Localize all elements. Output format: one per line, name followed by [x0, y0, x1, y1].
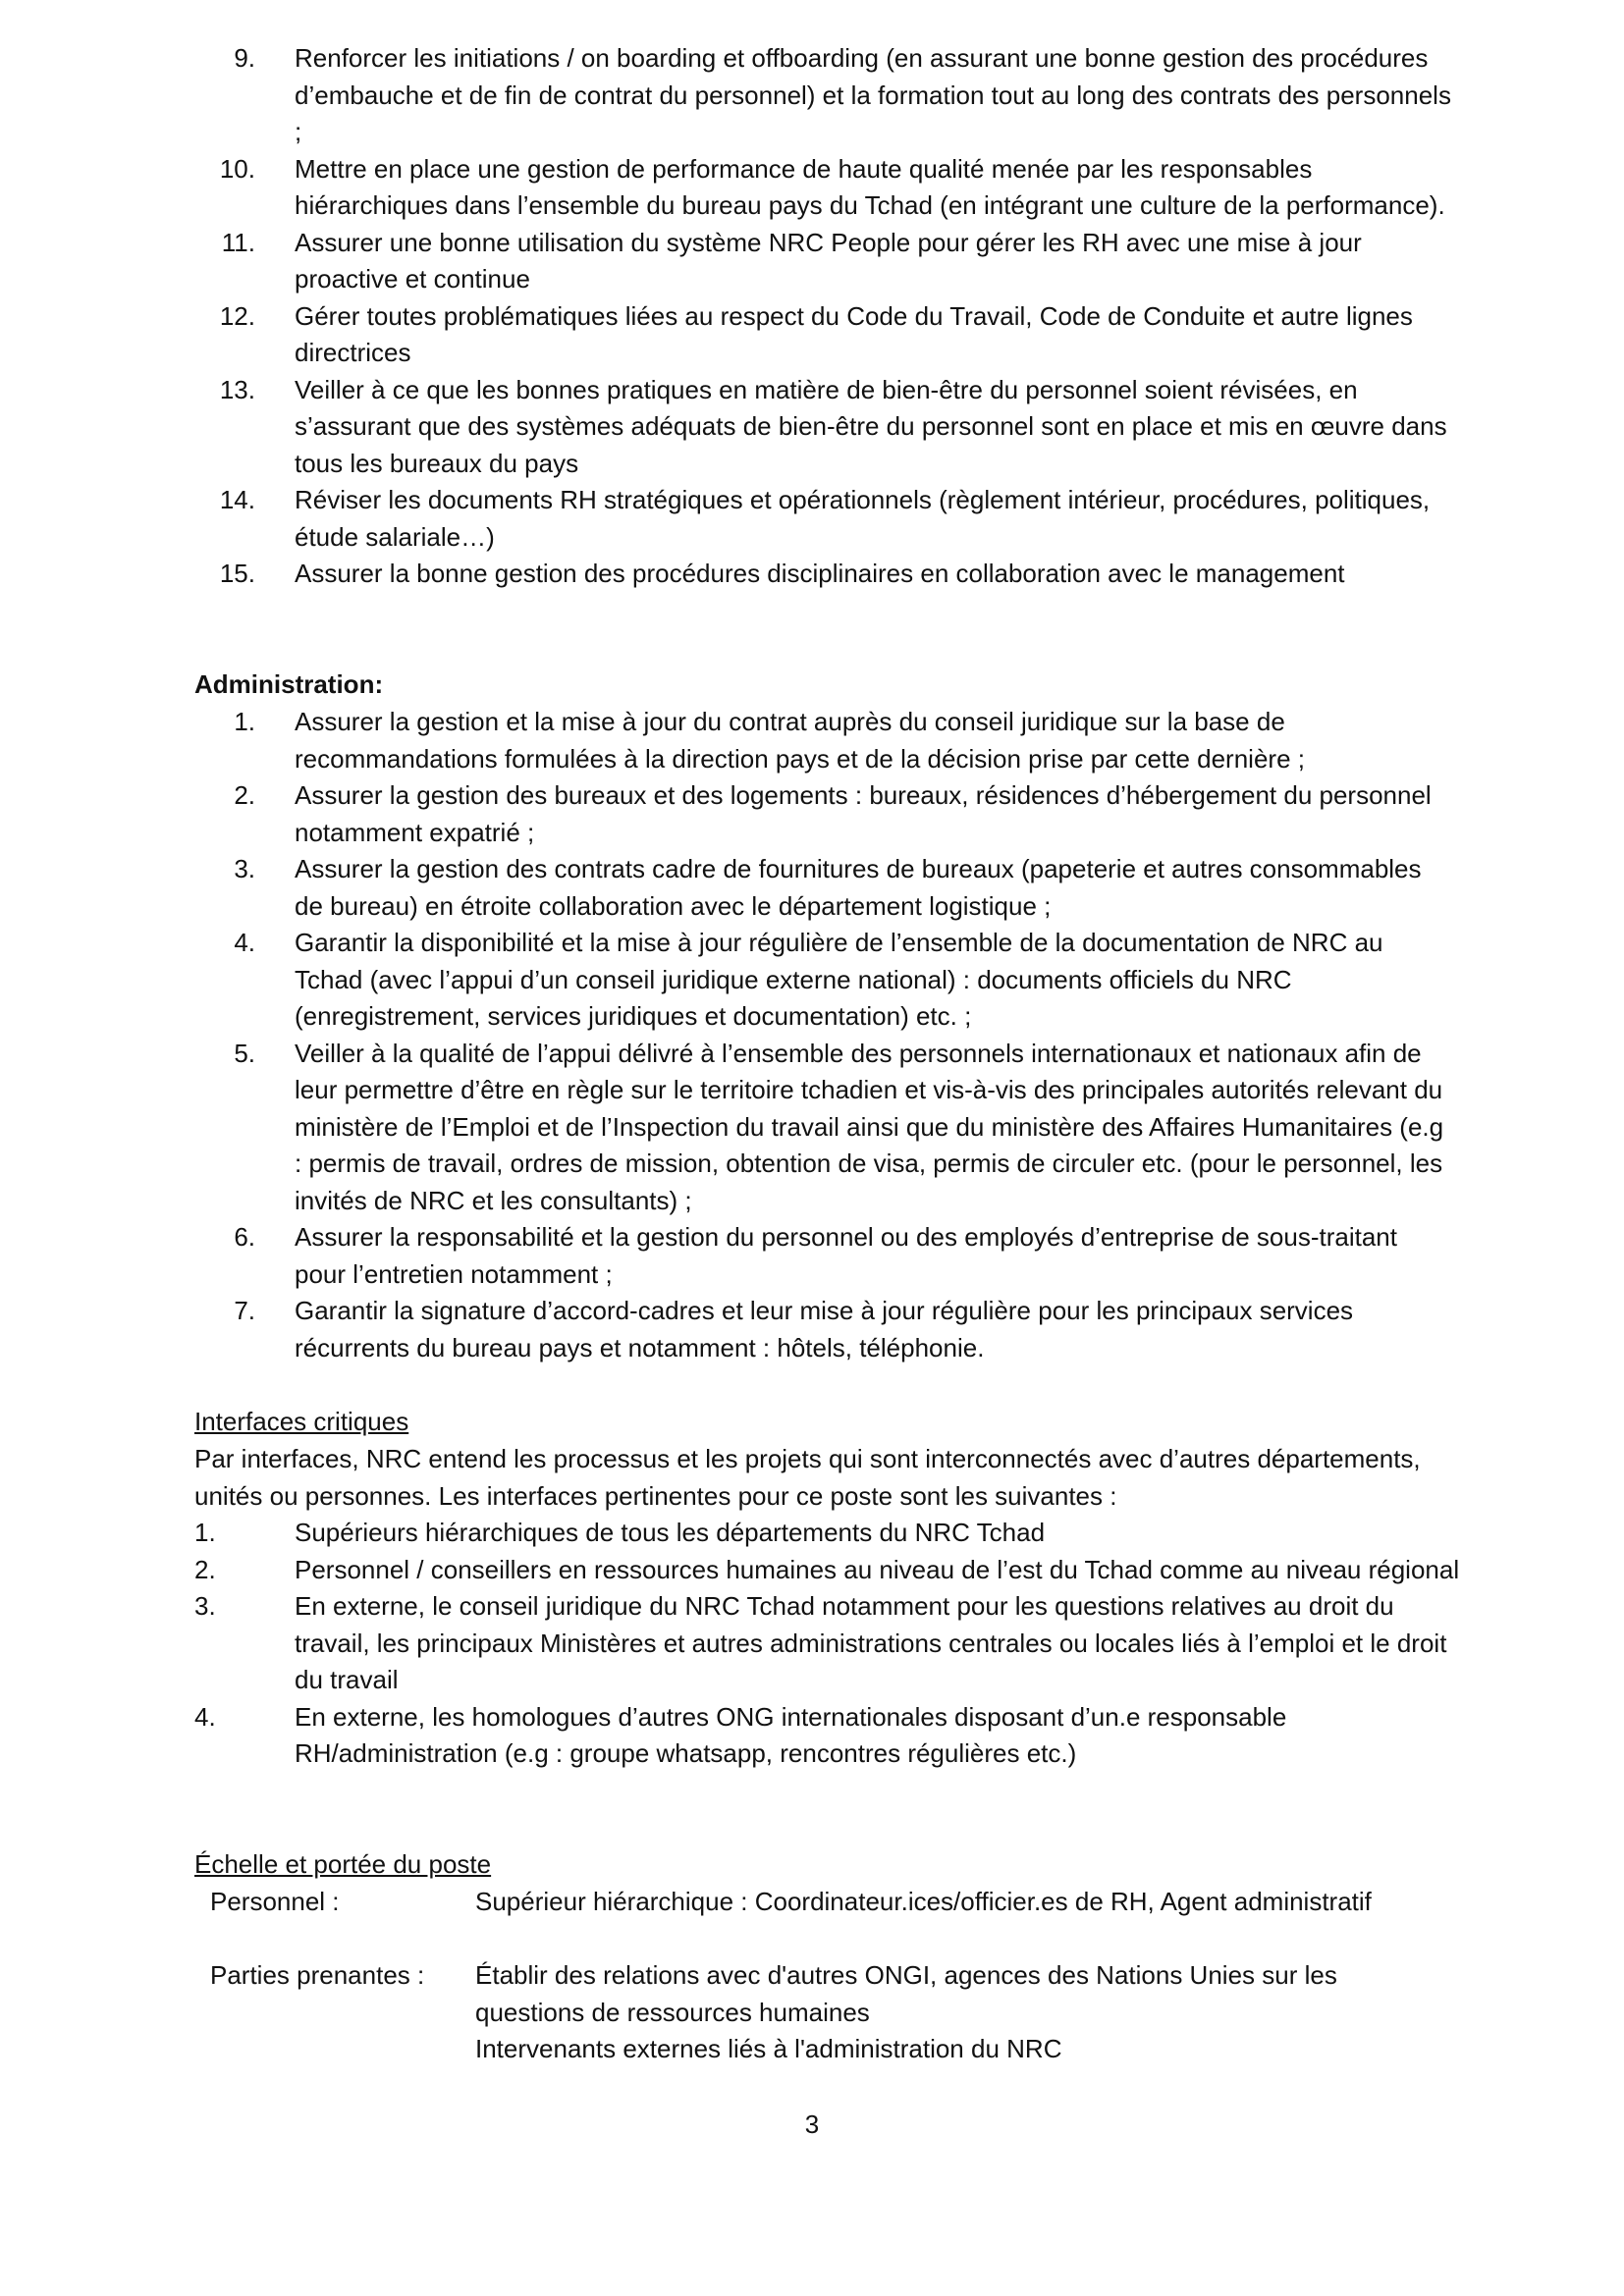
item-number: 3. [234, 854, 255, 883]
page-number: 3 [804, 2109, 820, 2139]
interfaces-list [194, 1515, 1461, 1773]
list-item [194, 1552, 1461, 1589]
list-item [194, 1515, 1461, 1552]
item-text: Personnel / conseillers en ressources humaines au niveau de l’est du Tchad comme au niveau régional [295, 1554, 1460, 1584]
item-number: 4. [234, 928, 255, 957]
list-item [194, 704, 1451, 777]
item-text: En externe, le conseil juridique du NRC Tchad notamment pour les questions relatives au droit du travail, les principaux Ministères et autres administrations centrales ou locales liés à l’emploi et le droit du travail [295, 1591, 1447, 1694]
hr-responsibilities-list [194, 40, 1451, 593]
item-text: Réviser les documents RH stratégiques et opérationnels (règlement intérieur, procédures, politiques, étude salariale…) [295, 485, 1431, 552]
list-item [194, 482, 1451, 556]
item-number: 13. [219, 374, 255, 404]
list-item [194, 1588, 1461, 1699]
item-text: Supérieurs hiérarchiques de tous les départements du NRC Tchad [295, 1518, 1046, 1547]
item-number: 11. [221, 227, 255, 257]
list-item [194, 777, 1451, 851]
item-number: 2. [234, 780, 255, 810]
item-number: 14. [219, 485, 255, 514]
item-number: 12. [219, 300, 255, 331]
staff-value: Supérieur hiérarchique : Coordinateur.ices/officier.es de RH, Agent administratif [475, 1887, 1372, 1916]
item-text: Gérer toutes problématiques liées au respect du Code du Travail, Code de Conduite et autre lignes directrices [295, 300, 1413, 367]
list-item [194, 1036, 1451, 1220]
list-item [194, 851, 1451, 925]
stakeholders-value-line: Intervenants externes liés à l'administration du NRC [475, 2034, 1062, 2063]
interfaces-intro: Par interfaces, NRC entend les processus et les projets qui sont interconnectés avec d’autres départements, unités ou personnes. Les interfaces pertinentes pour ce poste sont les suivantes : [194, 1444, 1421, 1511]
item-number: 3. [194, 1591, 216, 1621]
item-text: Renforcer les initiations / on boarding et offboarding (en assurant une bonne gestion des procédures d’embauche et de fin de contrat du personnel) et la formation tout au long des contrats des personnels ; [295, 43, 1451, 146]
list-item [194, 1699, 1461, 1773]
item-text: Mettre en place une gestion de performance de haute qualité menée par les responsables hiérarchiques dans l’ensemble du bureau pays du Tchad (en intégrant une culture de la performance). [295, 153, 1445, 220]
item-text: Veiller à la qualité de l’appui délivré à l’ensemble des personnels internationaux et nationaux afin de leur permettre d’être en règle sur le territoire tchadien et vis-à-vis des principales autorités relevant du ministère de l’Emploi et de l’Inspection du travail ainsi que du ministère des Affaires Humanitaires (e.g : permis de travail, ordres de mission, obtention de visa, permis de circuler etc. (pour le personnel, les invités de NRC et les consultants) ; [295, 1038, 1444, 1215]
list-item [194, 1293, 1451, 1366]
staff-label: Personnel : [210, 1887, 340, 1916]
item-number: 6. [234, 1222, 255, 1252]
list-item [194, 1219, 1451, 1293]
item-text: En externe, les homologues d’autres ONG internationales disposant d’un.e responsable RH/administration (e.g : groupe whatsapp, rencontres régulières etc.) [295, 1701, 1287, 1768]
item-text: Assurer la bonne gestion des procédures disciplinaires en collaboration avec le management [295, 559, 1345, 588]
list-item [194, 925, 1451, 1036]
interfaces-heading: Interfaces critiques [194, 1407, 409, 1436]
item-text: Assurer la gestion des contrats cadre de fournitures de bureaux (papeterie et autres consommables de bureau) en étroite collaboration avec le département logistique ; [295, 854, 1422, 921]
item-number: 4. [194, 1701, 216, 1732]
stakeholders-values [475, 1957, 1437, 2068]
item-number: 1. [234, 707, 255, 736]
item-number: 7. [234, 1296, 255, 1325]
item-number: 15. [219, 559, 255, 588]
item-text: Assurer la responsabilité et la gestion du personnel ou des employés d’entreprise de sous-traitant pour l’entretien notamment ; [295, 1222, 1397, 1289]
item-text: Assurer la gestion des bureaux et des logements : bureaux, résidences d’hébergement du personnel notamment expatrié ; [295, 780, 1432, 847]
scale-heading: Échelle et portée du poste [194, 1849, 492, 1879]
stakeholders-value-line: Établir des relations avec d'autres ONGI, agences des Nations Unies sur les questions de ressources humaines [475, 1960, 1337, 2027]
list-item [194, 40, 1451, 151]
list-item [194, 372, 1451, 483]
item-number: 10. [219, 153, 255, 184]
administration-list [194, 704, 1451, 1366]
item-text: Assurer une bonne utilisation du système NRC People pour gérer les RH avec une mise à jour proactive et continue [295, 227, 1362, 294]
administration-heading: Administration: [194, 669, 384, 699]
item-number: 2. [194, 1554, 216, 1584]
item-text: Garantir la disponibilité et la mise à jour régulière de l’ensemble de la documentation de NRC au Tchad (avec l’appui d’un conseil juridique externe national) : documents officiels du NRC (enregistrement, services juridiques et documentation) etc. ; [295, 928, 1383, 1031]
item-number: 5. [234, 1038, 255, 1068]
list-item [194, 298, 1451, 372]
item-number: 1. [194, 1518, 216, 1547]
stakeholders-label: Parties prenantes : [210, 1960, 425, 1990]
item-number: 9. [234, 43, 255, 73]
list-item [194, 225, 1451, 298]
list-item [194, 151, 1451, 225]
item-text: Assurer la gestion et la mise à jour du contrat auprès du conseil juridique sur la base de recommandations formulées à la direction pays et de la décision prise par cette dernière ; [295, 707, 1305, 774]
item-text: Garantir la signature d’accord-cadres et leur mise à jour régulière pour les principaux services récurrents du bureau pays et notamment : hôtels, téléphonie. [295, 1296, 1354, 1362]
list-item [194, 556, 1451, 593]
item-text: Veiller à ce que les bonnes pratiques en matière de bien-être du personnel soient révisées, en s’assurant que des systèmes adéquats de bien-être du personnel sont en place et mis en œuvre dans tous les bureaux du pays [295, 374, 1447, 478]
